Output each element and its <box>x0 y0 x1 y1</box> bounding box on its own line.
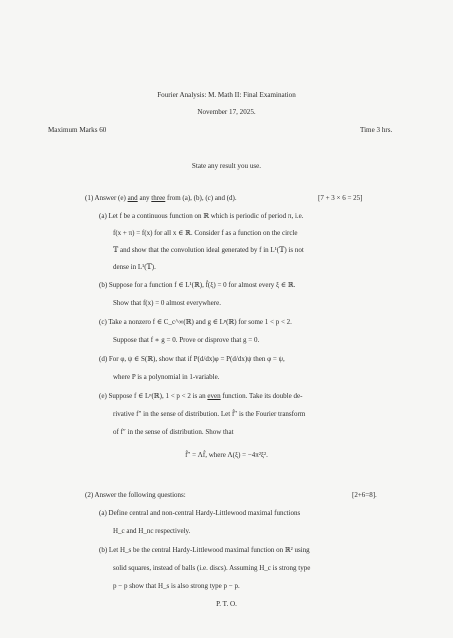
q1-stem-suffix: from (a), (b), (c) and (d). <box>165 194 237 202</box>
q1e-line1-prefix: (e) Suppose f ∈ Lᵖ(ℝ), 1 < p < 2 is an <box>99 392 208 400</box>
q1-stem-three: three <box>151 194 166 202</box>
q1b-line1: (b) Suppose for a function f ∈ L¹(ℝ), f̂(ξ) = 0 for almost every ξ ∈ ℝ. <box>99 281 296 289</box>
q1e-even: even <box>207 392 221 400</box>
q1e-line1 <box>99 392 302 400</box>
q1e-line3: of f″ in the sense of distribution. Show that <box>113 428 234 436</box>
max-marks: Maximum Marks 60 <box>48 126 107 134</box>
q1d-line1: (d) For φ, ψ ∈ S(ℝ), show that if P(d/dx)φ = P(d/dx)ψ then φ = ψ, <box>99 355 285 363</box>
instruction: State any result you use. <box>191 162 262 170</box>
q1-stem-any: any <box>139 194 150 202</box>
exam-time: Time 3 hrs. <box>360 126 393 134</box>
q1d-line2: where P is a polynomial in 1-variable. <box>113 373 220 381</box>
q2b-line1: (b) Let H_s be the central Hardy-Littlewood maximal function on ℝ² using <box>99 546 310 554</box>
exam-title: Fourier Analysis: M. Math II: Final Examination <box>157 91 296 99</box>
q1a-line4: dense in L¹(𝕋). <box>113 263 156 271</box>
q1e-line1-suffix: function. Take its double de- <box>220 392 303 400</box>
q1c-line1: (c) Take a nonzero f ∈ C_c^∞(ℝ) and g ∈ Lᵖ(ℝ) for some 1 < p < 2. <box>99 318 292 326</box>
q1b-line2: Show that f(x) = 0 almost everywhere. <box>113 299 221 307</box>
q2a-line1: (a) Define central and non-central Hardy-Littlewood maximal functions <box>99 509 301 517</box>
q1c-line2: Suppose that f ∗ g = 0. Prove or disprove that g = 0. <box>113 336 260 344</box>
q2-stem: (2) Answer the following questions: <box>85 491 186 499</box>
q1e-formula: f̂″ = Λf̂, where Λ(ξ) = −4π²ξ². <box>185 451 268 459</box>
q2b-line3: p − p show that H_s is also strong type p − p. <box>113 582 240 590</box>
q1-stem <box>85 194 237 202</box>
exam-date: November 17, 2025. <box>197 108 256 116</box>
q2-marks: [2+6=8]. <box>352 491 377 499</box>
q1-stem-and: and <box>127 194 138 202</box>
q1-marks: [7 + 3 × 6 = 25] <box>318 194 363 202</box>
q1a-line2: f(x + π) = f(x) for all x ∈ ℝ. Consider f as a function on the circle <box>113 229 298 237</box>
q1a-line1: (a) Let f be a continuous function on ℝ which is periodic of period π, i.e. <box>99 212 304 220</box>
q2b-line2: solid squares, instead of balls (i.e. discs). Assuming H_c is strong type <box>113 564 311 572</box>
q1e-line2: rivative f″ in the sense of distribution. Let f̂″ is the Fourier transform <box>113 410 306 418</box>
q1-stem-prefix: (1) Answer (e) <box>85 194 128 202</box>
q1a-line3: 𝕋 and show that the convolution ideal generated by f in L¹(𝕋) is not <box>113 246 304 254</box>
q2a-line2: H_c and H_nc respectively. <box>113 527 191 535</box>
pto-footer: P. T. O. <box>216 600 237 608</box>
